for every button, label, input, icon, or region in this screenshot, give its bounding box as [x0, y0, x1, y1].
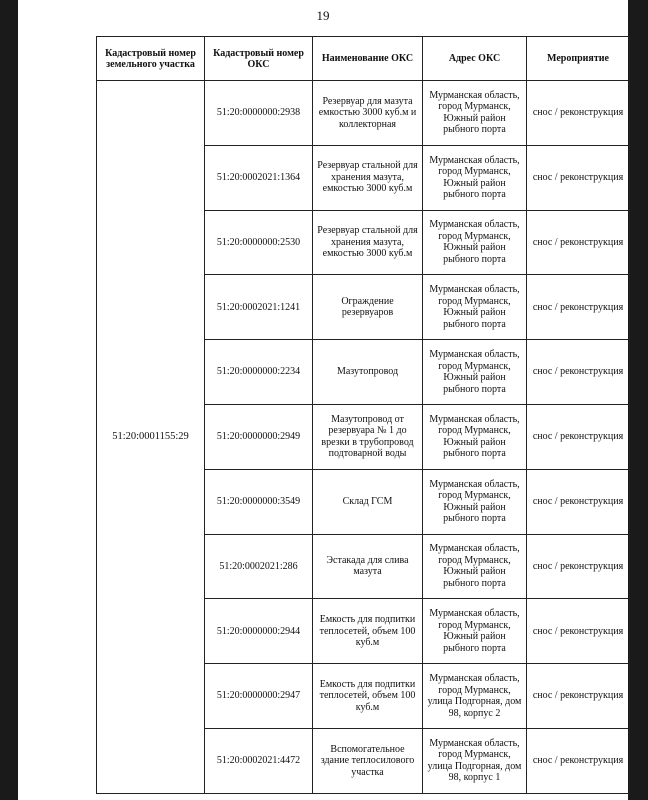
action-cell: снос / реконструкция	[527, 534, 630, 599]
cadastral-number-cell: 51:20:0000000:2530	[205, 210, 313, 275]
oks-name-cell: Ограждение резервуаров	[313, 275, 423, 340]
oks-name-cell: Емкость для подпитки теплосетей, объем 100 куб.м	[313, 664, 423, 729]
oks-address-cell: Мурманская область, город Мурманск, Южный район рыбного порта	[423, 340, 527, 405]
action-cell: снос / реконструкция	[527, 664, 630, 729]
oks-table	[96, 36, 630, 794]
cadastral-number-cell: 51:20:0002021:286	[205, 534, 313, 599]
oks-address-cell: Мурманская область, город Мурманск, Южный район рыбного порта	[423, 275, 527, 340]
land-plot-number: 51:20:0001155:29	[97, 81, 205, 794]
oks-address-cell: Мурманская область, город Мурманск, Южный район рыбного порта	[423, 534, 527, 599]
cadastral-number-cell: 51:20:0000000:2944	[205, 599, 313, 664]
cadastral-number-cell: 51:20:0000000:2949	[205, 404, 313, 469]
action-cell: снос / реконструкция	[527, 728, 630, 793]
oks-address-cell: Мурманская область, город Мурманск, Южный район рыбного порта	[423, 404, 527, 469]
action-cell: снос / реконструкция	[527, 599, 630, 664]
oks-address-cell: Мурманская область, город Мурманск, Южный район рыбного порта	[423, 210, 527, 275]
header-name-oks: Наименование ОКС	[313, 37, 423, 81]
cadastral-number-cell: 51:20:0000000:2938	[205, 81, 313, 146]
oks-address-cell: Мурманская область, город Мурманск, Южный район рыбного порта	[423, 599, 527, 664]
oks-address-cell: Мурманская область, город Мурманск, Южный район рыбного порта	[423, 469, 527, 534]
action-cell: снос / реконструкция	[527, 340, 630, 405]
table-body	[97, 81, 630, 794]
header-action: Мероприятие	[527, 37, 630, 81]
header-land-plot: Кадастровый номер земельного участка	[97, 37, 205, 81]
oks-address-cell: Мурманская область, город Мурманск, улица Подгорная, дом 98, корпус 1	[423, 728, 527, 793]
oks-name-cell: Резервуар для мазута емкостью 3000 куб.м и коллекторная	[313, 81, 423, 146]
table-row	[97, 81, 630, 146]
cadastral-number-cell: 51:20:0002021:1364	[205, 145, 313, 210]
cadastral-number-cell: 51:20:0000000:2947	[205, 664, 313, 729]
oks-name-cell: Эстакада для слива мазута	[313, 534, 423, 599]
action-cell: снос / реконструкция	[527, 210, 630, 275]
action-cell: снос / реконструкция	[527, 145, 630, 210]
oks-name-cell: Резервуар стальной для хранения мазута, емкостью 3000 куб.м	[313, 210, 423, 275]
oks-address-cell: Мурманская область, город Мурманск, Южный район рыбного порта	[423, 81, 527, 146]
oks-name-cell: Мазутопровод от резервуара № 1 до врезки в трубопровод подтоварной воды	[313, 404, 423, 469]
oks-name-cell: Мазутопровод	[313, 340, 423, 405]
document-page	[18, 0, 628, 800]
action-cell: снос / реконструкция	[527, 404, 630, 469]
action-cell: снос / реконструкция	[527, 469, 630, 534]
cadastral-number-cell: 51:20:0002021:1241	[205, 275, 313, 340]
oks-address-cell: Мурманская область, город Мурманск, улица Подгорная, дом 98, корпус 2	[423, 664, 527, 729]
header-cadastral-oks: Кадастровый номер ОКС	[205, 37, 313, 81]
oks-name-cell: Склад ГСМ	[313, 469, 423, 534]
cadastral-number-cell: 51:20:0000000:3549	[205, 469, 313, 534]
cadastral-number-cell: 51:20:0002021:4472	[205, 728, 313, 793]
page-number: 19	[316, 8, 330, 23]
oks-name-cell: Вспомогательное здание теплосилового участка	[313, 728, 423, 793]
oks-name-cell: Резервуар стальной для хранения мазута, емкостью 3000 куб.м	[313, 145, 423, 210]
header-address-oks: Адрес ОКС	[423, 37, 527, 81]
action-cell: снос / реконструкция	[527, 81, 630, 146]
oks-address-cell: Мурманская область, город Мурманск, Южный район рыбного порта	[423, 145, 527, 210]
oks-name-cell: Емкость для подпитки теплосетей, объем 100 куб.м	[313, 599, 423, 664]
cadastral-number-cell: 51:20:0000000:2234	[205, 340, 313, 405]
action-cell: снос / реконструкция	[527, 275, 630, 340]
table-header-row	[97, 37, 630, 81]
